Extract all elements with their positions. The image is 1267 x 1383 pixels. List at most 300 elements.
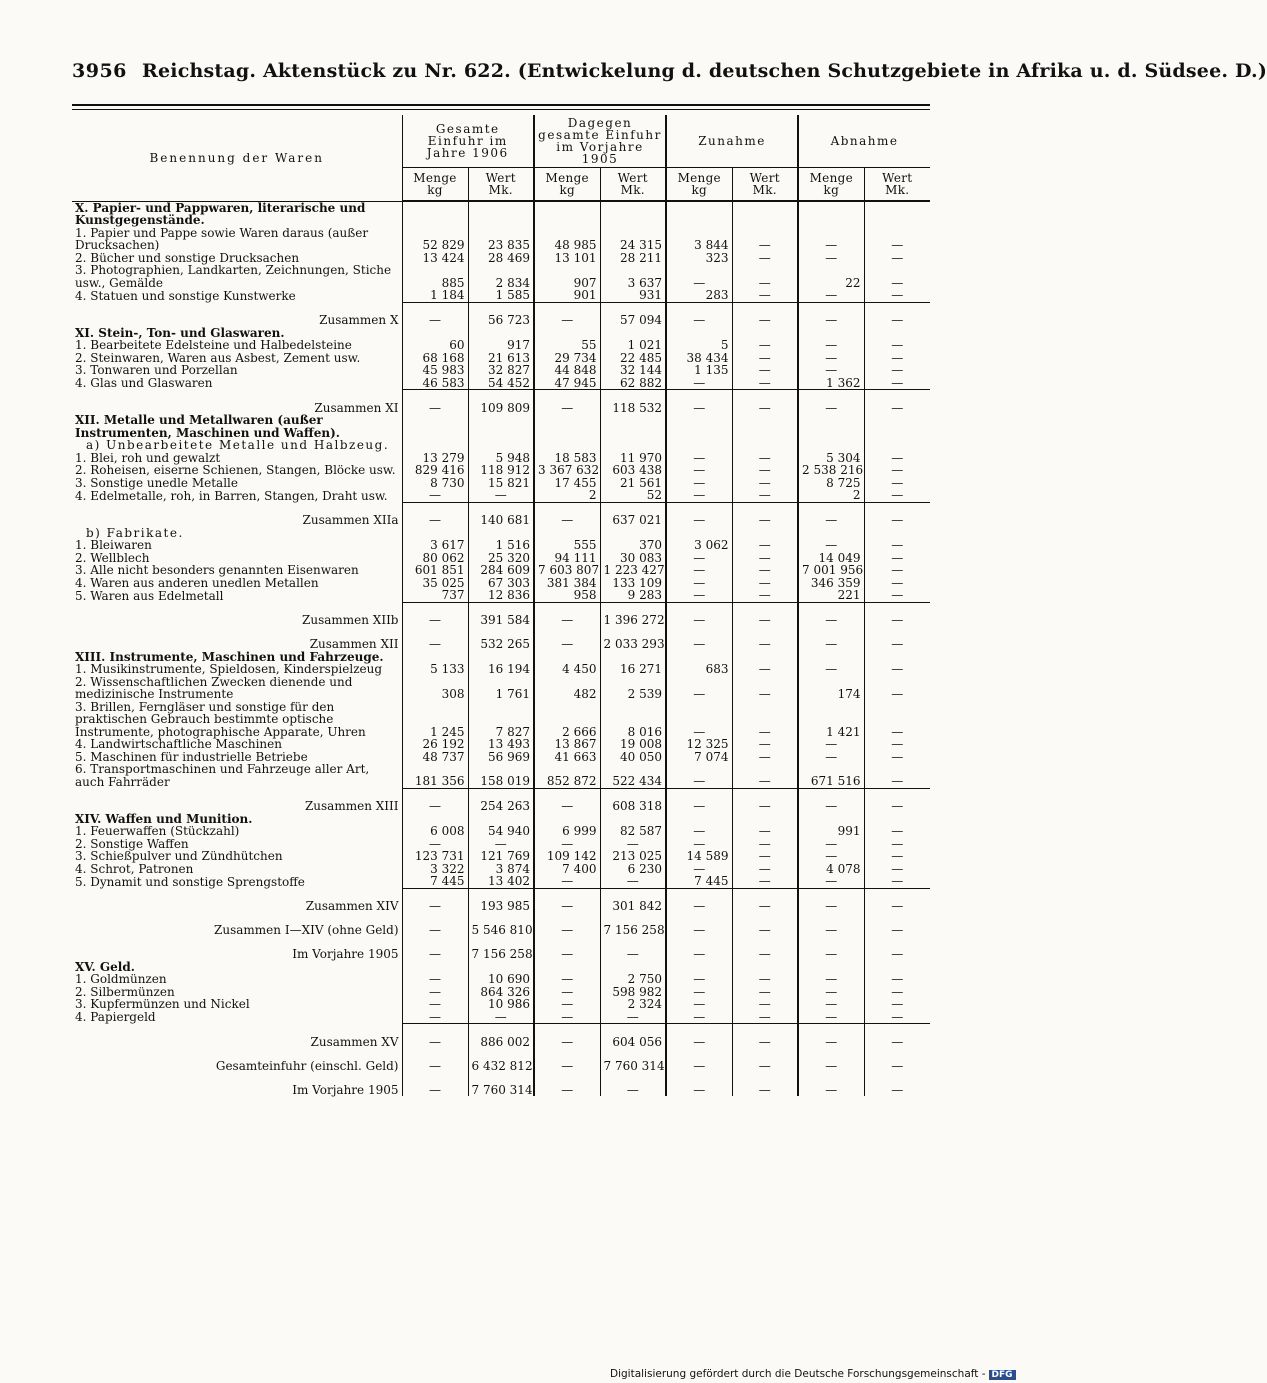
value-cell: —	[864, 577, 930, 590]
subheader-menge: Menge kg	[402, 168, 468, 202]
value-cell: —	[732, 1048, 798, 1072]
item-description: 2. Roheisen, eiserne Schienen, Stangen, Blöcke usw.	[75, 463, 396, 477]
empty-cell	[798, 414, 864, 439]
value-cell: 283	[666, 289, 732, 302]
value-cell: 22 485	[600, 352, 666, 365]
value-cell: —	[402, 973, 468, 986]
value-cell: 7 156 258	[600, 913, 666, 937]
section-heading-row	[72, 414, 930, 439]
value-cell: 637 021	[600, 502, 666, 527]
value-cell: —	[864, 663, 930, 676]
value-cell: —	[864, 627, 930, 651]
item-description: 5. Waren aus Edelmetall	[75, 588, 224, 603]
value-cell: 181 356	[402, 763, 468, 788]
value-cell: 7 156 258	[468, 937, 534, 961]
total-label: Im Vorjahre 1905	[292, 947, 399, 961]
item-description: 4. Schrot, Patronen	[75, 861, 194, 876]
value-cell: —	[732, 252, 798, 265]
value-cell: 346 359	[798, 577, 864, 590]
value-cell: —	[534, 1072, 600, 1096]
value-cell: —	[534, 973, 600, 986]
value-cell: —	[732, 377, 798, 390]
value-cell: —	[534, 986, 600, 999]
table-row	[72, 227, 930, 252]
value-cell: 11 970	[600, 452, 666, 465]
value-cell: —	[666, 913, 732, 937]
value-cell: —	[534, 937, 600, 961]
value-cell: —	[732, 838, 798, 851]
value-cell: —	[732, 701, 798, 739]
value-cell: —	[666, 888, 732, 913]
table-row	[72, 1011, 930, 1024]
value-cell: 991	[798, 825, 864, 838]
table-row	[72, 825, 930, 838]
item-description: 1. Feuerwaffen (Stückzahl)	[75, 824, 240, 838]
total-label: Zusammen XII	[309, 637, 399, 651]
value-cell: —	[864, 913, 930, 937]
value-cell: —	[864, 888, 930, 913]
value-cell: —	[798, 289, 864, 302]
value-cell: —	[864, 552, 930, 565]
subsection-heading: b) Fabrikate.	[86, 525, 184, 540]
table-row	[72, 339, 930, 352]
total-label: Gesamteinfuhr (einschl. Geld)	[215, 1058, 399, 1073]
value-cell: —	[798, 602, 864, 627]
value-cell: 48 737	[402, 751, 468, 764]
value-cell: 56 723	[468, 302, 534, 327]
value-cell: 47 945	[534, 377, 600, 390]
value-cell: —	[402, 602, 468, 627]
subheader-wert: Wert Mk.	[468, 168, 534, 202]
value-cell: —	[402, 1048, 468, 1072]
value-cell: —	[798, 1072, 864, 1096]
value-cell: —	[864, 986, 930, 999]
footer	[610, 1368, 1016, 1380]
value-cell: 1 396 272	[600, 602, 666, 627]
item-description: 2. Wissenschaftlichen Zwecken dienende und medizinische Instrumente	[75, 674, 353, 701]
value-cell: —	[798, 738, 864, 751]
value-cell: —	[666, 838, 732, 851]
value-cell: 6 008	[402, 825, 468, 838]
total-row	[72, 1072, 930, 1096]
empty-cell	[600, 201, 666, 227]
table-row	[72, 264, 930, 289]
value-cell: 907	[534, 264, 600, 289]
value-cell: 45 983	[402, 364, 468, 377]
value-cell: 13 279	[402, 452, 468, 465]
empty-cell	[468, 201, 534, 227]
value-cell: —	[666, 390, 732, 415]
value-cell: —	[798, 973, 864, 986]
value-cell: 1 516	[468, 539, 534, 552]
value-cell: —	[666, 477, 732, 490]
value-cell: 48 985	[534, 227, 600, 252]
value-cell: 9 283	[600, 589, 666, 602]
value-cell: —	[402, 390, 468, 415]
value-cell: —	[600, 1011, 666, 1024]
value-cell: 32 144	[600, 364, 666, 377]
table-row	[72, 564, 930, 577]
value-cell: —	[798, 998, 864, 1011]
value-cell: —	[402, 489, 468, 502]
value-cell: 68 168	[402, 352, 468, 365]
value-cell: —	[798, 502, 864, 527]
value-cell: 391 584	[468, 602, 534, 627]
item-description: 1. Musikinstrumente, Spieldosen, Kinderspielzeug	[75, 662, 383, 676]
value-cell: 17 455	[534, 477, 600, 490]
value-cell: 608 318	[600, 788, 666, 813]
total-row	[72, 1048, 930, 1072]
item-description: 5. Maschinen für industrielle Betriebe	[75, 749, 308, 764]
item-description: 4. Waren aus anderen unedlen Metallen	[75, 575, 319, 590]
value-cell: —	[402, 1024, 468, 1049]
subheader-wert: Wert Mk.	[864, 168, 930, 202]
value-cell: 56 969	[468, 751, 534, 764]
value-cell: —	[864, 602, 930, 627]
item-description: 2. Silbermünzen	[75, 984, 175, 999]
section-heading: X. Papier- und Pappwaren, literarische und Kunstgegenstände.	[75, 200, 366, 227]
value-cell: —	[864, 973, 930, 986]
value-cell: 80 062	[402, 552, 468, 565]
table-row	[72, 289, 930, 302]
total-label: Zusammen X	[319, 313, 399, 327]
value-cell: —	[402, 838, 468, 851]
value-cell: 3 322	[402, 863, 468, 876]
value-cell: 3 874	[468, 863, 534, 876]
item-description: 3. Brillen, Ferngläser und sonstige für den praktischen Gebrauch bestimmte optische Instrumente, photographische Apparate, Uhren	[75, 699, 366, 739]
value-cell: 1 135	[666, 364, 732, 377]
total-row	[72, 888, 930, 913]
value-cell: 25 320	[468, 552, 534, 565]
value-cell: 8 730	[402, 477, 468, 490]
table-row	[72, 489, 930, 502]
value-cell: —	[666, 825, 732, 838]
value-cell: 5 304	[798, 452, 864, 465]
value-cell: —	[732, 227, 798, 252]
table-row	[72, 850, 930, 863]
value-cell: 6 432 812	[468, 1048, 534, 1072]
section-heading: XV. Geld.	[75, 959, 135, 974]
value-cell: —	[468, 489, 534, 502]
empty-cell	[666, 439, 732, 452]
value-cell: 522 434	[600, 763, 666, 788]
value-cell: 7 603 807	[534, 564, 600, 577]
value-cell: 46 583	[402, 377, 468, 390]
value-cell: —	[798, 875, 864, 888]
empty-cell	[798, 439, 864, 452]
value-cell: —	[534, 788, 600, 813]
value-cell: —	[864, 825, 930, 838]
value-cell: —	[534, 390, 600, 415]
value-cell: —	[732, 564, 798, 577]
value-cell: 3 637	[600, 264, 666, 289]
item-description: 3. Photographien, Landkarten, Zeichnungen, Stiche usw., Gemälde	[75, 263, 392, 290]
value-cell: 2 834	[468, 264, 534, 289]
value-cell: 13 402	[468, 875, 534, 888]
empty-cell	[666, 414, 732, 439]
value-cell: —	[666, 986, 732, 999]
value-cell: —	[732, 339, 798, 352]
value-cell: 13 101	[534, 252, 600, 265]
value-cell: —	[864, 998, 930, 1011]
value-cell: —	[666, 577, 732, 590]
value-cell: —	[666, 1072, 732, 1096]
value-cell: 6 999	[534, 825, 600, 838]
value-cell: —	[864, 1011, 930, 1024]
value-cell: —	[798, 788, 864, 813]
column-header-description: Benennung der Waren	[72, 115, 402, 201]
value-cell: 44 848	[534, 364, 600, 377]
value-cell: 23 835	[468, 227, 534, 252]
value-cell: —	[666, 676, 732, 701]
value-cell: —	[666, 973, 732, 986]
item-description: 3. Sonstige unedle Metalle	[75, 475, 238, 490]
value-cell: 7 445	[666, 875, 732, 888]
value-cell: —	[864, 676, 930, 701]
value-cell: 26 192	[402, 738, 468, 751]
value-cell: —	[864, 1072, 930, 1096]
value-cell: 55	[534, 339, 600, 352]
value-cell: 62 882	[600, 377, 666, 390]
value-cell: —	[732, 477, 798, 490]
total-row	[72, 1024, 930, 1049]
value-cell: —	[864, 850, 930, 863]
empty-cell	[402, 414, 468, 439]
section-heading-row	[72, 201, 930, 227]
value-cell: —	[864, 788, 930, 813]
value-cell: 16 194	[468, 663, 534, 676]
item-description: 2. Wellblech	[75, 550, 150, 565]
value-cell: —	[798, 888, 864, 913]
value-cell: 7 074	[666, 751, 732, 764]
value-cell: 21 561	[600, 477, 666, 490]
value-cell: —	[666, 552, 732, 565]
value-cell: 29 734	[534, 352, 600, 365]
value-cell: 5 133	[402, 663, 468, 676]
value-cell: —	[732, 352, 798, 365]
value-cell: 323	[666, 252, 732, 265]
section-heading: XI. Stein-, Ton- und Glaswaren.	[75, 325, 285, 340]
value-cell: 7 760 314	[600, 1048, 666, 1072]
value-cell: —	[798, 986, 864, 999]
value-cell: 1 184	[402, 289, 468, 302]
value-cell: —	[732, 751, 798, 764]
value-cell: —	[666, 452, 732, 465]
subheader-menge: Menge kg	[798, 168, 864, 202]
value-cell: —	[402, 627, 468, 651]
value-cell: —	[534, 888, 600, 913]
value-cell: 7 400	[534, 863, 600, 876]
import-table	[72, 115, 930, 1096]
subheader-menge: Menge kg	[534, 168, 600, 202]
value-cell: —	[732, 1024, 798, 1049]
value-cell: 683	[666, 663, 732, 676]
item-description: 1. Blei, roh und gewalzt	[75, 450, 221, 465]
value-cell: —	[732, 627, 798, 651]
item-description: 3. Kupfermünzen und Nickel	[75, 997, 250, 1011]
value-cell: —	[732, 788, 798, 813]
value-cell: —	[864, 1048, 930, 1072]
value-cell: 40 050	[600, 751, 666, 764]
value-cell: —	[732, 738, 798, 751]
value-cell: 15 821	[468, 477, 534, 490]
value-cell: 5 948	[468, 452, 534, 465]
value-cell: —	[534, 627, 600, 651]
value-cell: 121 769	[468, 850, 534, 863]
value-cell: 221	[798, 589, 864, 602]
value-cell: 19 008	[600, 738, 666, 751]
value-cell: —	[864, 539, 930, 552]
empty-cell	[402, 439, 468, 452]
value-cell: —	[864, 352, 930, 365]
table-row	[72, 589, 930, 602]
table-row	[72, 377, 930, 390]
empty-cell	[600, 439, 666, 452]
value-cell: 213 025	[600, 850, 666, 863]
value-cell: 885	[402, 264, 468, 289]
value-cell: —	[666, 602, 732, 627]
value-cell: —	[798, 751, 864, 764]
table-row	[72, 701, 930, 739]
value-cell: —	[666, 1048, 732, 1072]
value-cell: 7 760 314	[468, 1072, 534, 1096]
value-cell: —	[798, 1048, 864, 1072]
value-cell: 532 265	[468, 627, 534, 651]
value-cell: 13 867	[534, 738, 600, 751]
value-cell: —	[798, 627, 864, 651]
value-cell: —	[798, 302, 864, 327]
value-cell: —	[732, 302, 798, 327]
value-cell: 10 690	[468, 973, 534, 986]
value-cell: —	[732, 973, 798, 986]
value-cell: 13 493	[468, 738, 534, 751]
value-cell: —	[600, 875, 666, 888]
value-cell: —	[864, 502, 930, 527]
value-cell: 1 585	[468, 289, 534, 302]
value-cell: —	[732, 502, 798, 527]
value-cell: —	[864, 390, 930, 415]
item-description: 6. Transportmaschinen und Fahrzeuge aller Art, auch Fahrräder	[75, 762, 370, 789]
value-cell: —	[732, 289, 798, 302]
value-cell: 140 681	[468, 502, 534, 527]
subheader-wert: Wert Mk.	[600, 168, 666, 202]
value-cell: —	[402, 788, 468, 813]
value-cell: 18 583	[534, 452, 600, 465]
value-cell: 864 326	[468, 986, 534, 999]
value-cell: 60	[402, 339, 468, 352]
value-cell: 601 851	[402, 564, 468, 577]
value-cell: 2 666	[534, 701, 600, 739]
table-row	[72, 676, 930, 701]
value-cell: 14 589	[666, 850, 732, 863]
item-description: 4. Papiergeld	[75, 1010, 156, 1024]
value-cell: 1 021	[600, 339, 666, 352]
value-cell: 886 002	[468, 1024, 534, 1049]
value-cell: —	[732, 364, 798, 377]
value-cell: 3 617	[402, 539, 468, 552]
value-cell: —	[666, 863, 732, 876]
value-cell: —	[534, 1011, 600, 1024]
value-cell: —	[666, 489, 732, 502]
value-cell: 158 019	[468, 763, 534, 788]
value-cell: —	[864, 377, 930, 390]
value-cell: —	[864, 738, 930, 751]
value-cell: 308	[402, 676, 468, 701]
empty-cell	[534, 439, 600, 452]
value-cell: —	[864, 875, 930, 888]
value-cell: —	[666, 377, 732, 390]
section-heading: XIII. Instrumente, Maschinen und Fahrzeuge.	[75, 649, 384, 664]
item-description: 4. Statuen und sonstige Kunstwerke	[75, 288, 296, 303]
table-row	[72, 738, 930, 751]
table-row	[72, 464, 930, 477]
item-description: 3. Schießpulver und Zündhütchen	[75, 849, 283, 863]
value-cell: —	[732, 489, 798, 502]
value-cell: —	[864, 489, 930, 502]
table-row	[72, 763, 930, 788]
item-description: 3. Alle nicht besonders genannten Eisenwaren	[75, 563, 359, 577]
value-cell: 109 809	[468, 390, 534, 415]
empty-cell	[732, 439, 798, 452]
value-cell: 8 725	[798, 477, 864, 490]
value-cell: —	[534, 1048, 600, 1072]
value-cell: —	[402, 986, 468, 999]
value-cell: —	[666, 302, 732, 327]
total-label: Zusammen XIV	[305, 899, 399, 913]
value-cell: 6 230	[600, 863, 666, 876]
value-cell: 22	[798, 264, 864, 289]
value-cell: 2	[534, 489, 600, 502]
value-cell: —	[798, 663, 864, 676]
empty-cell	[600, 414, 666, 439]
value-cell: —	[732, 986, 798, 999]
page-header	[72, 58, 1267, 88]
table-row	[72, 364, 930, 377]
value-cell: —	[864, 763, 930, 788]
value-cell: —	[732, 676, 798, 701]
total-label: Zusammen XV	[310, 1034, 399, 1049]
value-cell: —	[798, 364, 864, 377]
value-cell: 2	[798, 489, 864, 502]
value-cell: —	[732, 589, 798, 602]
value-cell: —	[666, 1024, 732, 1049]
value-cell: —	[402, 1072, 468, 1096]
section-heading: XIV. Waffen und Munition.	[75, 811, 253, 826]
value-cell: 1 761	[468, 676, 534, 701]
value-cell: 12 836	[468, 589, 534, 602]
value-cell: —	[732, 998, 798, 1011]
value-cell: 1 421	[798, 701, 864, 739]
value-cell: —	[864, 339, 930, 352]
value-cell: —	[864, 227, 930, 252]
value-cell: 174	[798, 676, 864, 701]
value-cell: —	[666, 763, 732, 788]
value-cell: 1 362	[798, 377, 864, 390]
value-cell: 852 872	[534, 763, 600, 788]
value-cell: —	[534, 838, 600, 851]
value-cell: 54 452	[468, 377, 534, 390]
value-cell: 52	[600, 489, 666, 502]
total-label: Im Vorjahre 1905	[292, 1082, 399, 1097]
value-cell: —	[732, 863, 798, 876]
value-cell: —	[864, 464, 930, 477]
value-cell: —	[732, 763, 798, 788]
value-cell: —	[798, 937, 864, 961]
value-cell: 54 940	[468, 825, 534, 838]
value-cell: —	[864, 252, 930, 265]
value-cell: —	[864, 364, 930, 377]
value-cell: —	[732, 464, 798, 477]
